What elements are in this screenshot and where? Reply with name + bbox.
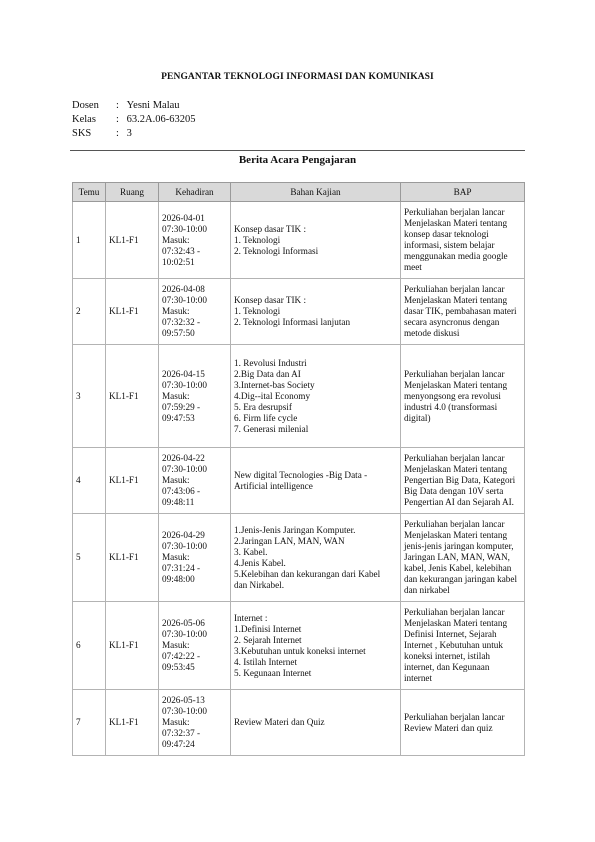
header-temu: Temu	[73, 183, 106, 202]
cell-kehadiran: 2026-05-06 07:30-10:00 Masuk: 07:42:22 - 09:53:45	[159, 602, 231, 690]
table-row	[73, 514, 525, 602]
meta-value: 63.2A.06-63205	[126, 114, 196, 125]
meta-kelas	[72, 113, 195, 127]
meta-sks	[72, 127, 132, 141]
cell-ruang: KL1-F1	[106, 690, 159, 756]
document-title: PENGANTAR TEKNOLOGI INFORMASI DAN KOMUNIKASI	[161, 72, 434, 82]
meta-dosen	[72, 99, 180, 113]
cell-bap: Perkuliahan berjalan lancar Menjelaskan Materi tentang Definisi Internet, Sejarah Internet , Kebutuhan untuk koneksi internet, istilah internet, dan Kegunaan internet	[401, 602, 525, 690]
cell-ruang: KL1-F1	[106, 279, 159, 345]
cell-bap: Perkuliahan berjalan lancar Menjelaskan Materi tentang jenis-jenis jaringan komputer, Jaringan LAN, MAN, WAN, kabel, Jenis Kabel, kelebihan dan kekurangan jaringan kabel dan nirkabel	[401, 514, 525, 602]
meta-sep: :	[116, 114, 119, 125]
cell-temu: 7	[73, 690, 106, 756]
table-row	[73, 602, 525, 690]
meta-value: 3	[126, 128, 132, 139]
cell-bap: Perkuliahan berjalan lancar Menjelaskan Materi tentang dasar TIK, pembahasan materi secara asyncronus dengan metode diskusi	[401, 279, 525, 345]
cell-temu: 6	[73, 602, 106, 690]
divider	[70, 150, 525, 151]
cell-temu: 2	[73, 279, 106, 345]
cell-ruang: KL1-F1	[106, 345, 159, 448]
table-header-row	[73, 183, 525, 202]
meta-sep: :	[116, 128, 119, 139]
table-row	[73, 345, 525, 448]
cell-ruang: KL1-F1	[106, 448, 159, 514]
cell-bahan-kajian: Review Materi dan Quiz	[231, 690, 401, 756]
cell-kehadiran: 2026-04-29 07:30-10:00 Masuk: 07:31:24 - 09:48:00	[159, 514, 231, 602]
cell-ruang: KL1-F1	[106, 602, 159, 690]
cell-temu: 4	[73, 448, 106, 514]
table-row	[73, 279, 525, 345]
cell-bap: Perkuliahan berjalan lancar Menjelaskan Materi tentang Pengertian Big Data, Kategori Big Data dengan 10V serta Pengertian AI dan Sejarah AI.	[401, 448, 525, 514]
header-bahan-kajian: Bahan Kajian	[231, 183, 401, 202]
cell-bap: Perkuliahan berjalan lancar Menjelaskan Materi tentang konsep dasar teknologi informasi, sistem belajar menggunakan media google meet	[401, 202, 525, 279]
meta-key: Kelas	[72, 114, 96, 125]
cell-kehadiran: 2026-04-01 07:30-10:00 Masuk: 07:32:43 - 10:02:51	[159, 202, 231, 279]
meta-key: SKS	[72, 128, 92, 139]
cell-kehadiran: 2026-04-08 07:30-10:00 Masuk: 07:32:32 - 09:57:50	[159, 279, 231, 345]
table-row	[73, 448, 525, 514]
cell-temu: 3	[73, 345, 106, 448]
header-ruang: Ruang	[106, 183, 159, 202]
cell-kehadiran: 2026-05-13 07:30-10:00 Masuk: 07:32:37 - 09:47:24	[159, 690, 231, 756]
cell-ruang: KL1-F1	[106, 202, 159, 279]
meta-sep: :	[116, 100, 119, 111]
cell-bahan-kajian: 1.Jenis-Jenis Jaringan Komputer. 2.Jaringan LAN, MAN, WAN 3. Kabel. 4.Jenis Kabel. 5.Kelebihan dan kekurangan dari Kabel dan Nirkabel.	[231, 514, 401, 602]
meta-value: Yesni Malau	[126, 100, 180, 111]
cell-bap: Perkuliahan berjalan lancar Review Materi dan quiz	[401, 690, 525, 756]
cell-bahan-kajian: Konsep dasar TIK : 1. Teknologi 2. Teknologi Informasi	[231, 202, 401, 279]
section-title: Berita Acara Pengajaran	[238, 154, 357, 166]
cell-bap: Perkuliahan berjalan lancar Menjelaskan Materi tentang menyongsong era revolusi industri 4.0 (transformasi digital)	[401, 345, 525, 448]
header-bap: BAP	[401, 183, 525, 202]
cell-bahan-kajian: Konsep dasar TIK : 1. Teknologi 2. Teknologi Informasi lanjutan	[231, 279, 401, 345]
meta-key: Dosen	[72, 100, 99, 111]
cell-temu: 1	[73, 202, 106, 279]
cell-bahan-kajian: New digital Tecnologies -Big Data - Artificial intelligence	[231, 448, 401, 514]
cell-kehadiran: 2026-04-15 07:30-10:00 Masuk: 07:59:29 - 09:47:53	[159, 345, 231, 448]
cell-bahan-kajian: Internet : 1.Definisi Internet 2. Sejarah Internet 3.Kebutuhan untuk koneksi internet 4. Istilah Internet 5. Kegunaan Internet	[231, 602, 401, 690]
header-kehadiran: Kehadiran	[159, 183, 231, 202]
cell-kehadiran: 2026-04-22 07:30-10:00 Masuk: 07:43:06 - 09:48:11	[159, 448, 231, 514]
cell-bahan-kajian: 1. Revolusi Industri 2.Big Data dan AI 3.Internet-bas Society 4.Dig--ital Economy 5. Era desrupsif 6. Firm life cycle 7. Generasi milenial	[231, 345, 401, 448]
cell-temu: 5	[73, 514, 106, 602]
table-row	[73, 690, 525, 756]
cell-ruang: KL1-F1	[106, 514, 159, 602]
bap-table	[72, 182, 525, 756]
table-row	[73, 202, 525, 279]
